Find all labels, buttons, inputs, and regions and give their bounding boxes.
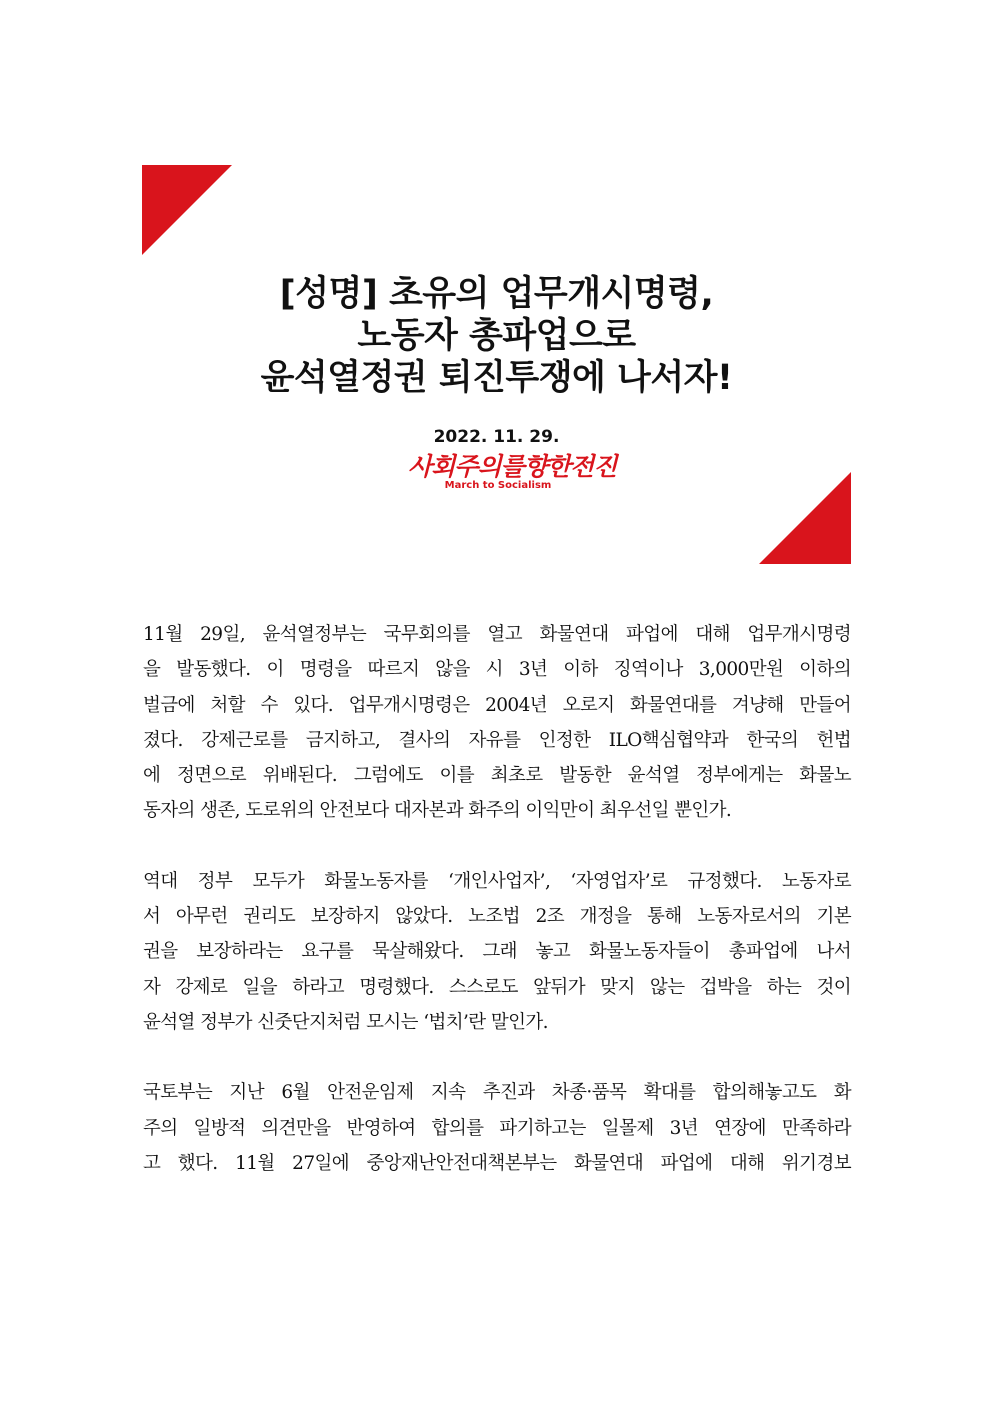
organization-logo	[408, 452, 617, 498]
logo-title: 사회주의를향한전진	[408, 452, 617, 481]
paragraph-line: 벌금에 처할 수 있다. 업무개시명령은 2004년 오로지 화물연대를 겨냥해 만들어	[143, 694, 851, 716]
headline-line-2: 노동자 총파업으로	[357, 316, 636, 356]
paragraph-line: 주의 일방적 의견만을 반영하여 합의를 파기하고는 일몰제 3년 연장에 만족하라	[143, 1117, 851, 1139]
paragraph-line: 역대 정부 모두가 화물노동자를 ‘개인사업자’, ‘자영업자’로 규정했다. 노동자로	[143, 870, 851, 892]
headline-line-3: 윤석열정권 퇴진투쟁에 나서자!	[260, 358, 733, 398]
paragraph-line: 을 발동했다. 이 명령을 따르지 않을 시 3년 이하 징역이나 3,000만원 이하의	[143, 659, 851, 681]
paragraph-line: 졌다. 강제근로를 금지하고, 결사의 자유를 인정한 ILO핵심협약과 한국의 헌법	[143, 729, 851, 751]
paragraph-line: 고 했다. 11월 27일에 중앙재난안전대책본부는 화물연대 파업에 대해 위기경보	[143, 1152, 851, 1174]
paragraph-line: 동자의 생존, 도로위의 안전보다 대자본과 화주의 이익만이 최우선일 뿐인가.	[143, 800, 732, 822]
paragraph-line: 국토부는 지난 6월 안전운임제 지속 추진과 차종·품목 확대를 합의해놓고도 화	[143, 1082, 851, 1104]
paragraph-line: 11월 29일, 윤석열정부는 국무회의를 열고 화물연대 파업에 대해 업무개시명령	[143, 624, 851, 645]
header-banner	[142, 165, 851, 564]
paragraph-line: 자 강제로 일을 하라고 명령했다. 스스로도 앞뒤가 맞지 않는 겁박을 하는 것이	[143, 976, 851, 998]
red-corner-triangle-bottom-right	[759, 472, 851, 564]
statement-body	[143, 617, 851, 1216]
statement-date: 2022. 11. 29.	[433, 427, 560, 447]
logo-subtitle: March to Socialism	[444, 480, 552, 491]
paragraph-line: 에 정면으로 위배된다. 그럼에도 이를 최초로 발동한 윤석열 정부에게는 화물노	[143, 765, 851, 787]
paragraph-2	[143, 864, 851, 1040]
paragraph-1	[143, 617, 851, 829]
paragraph-line: 윤석열 정부가 신줏단지처럼 모시는 ‘법치’란 말인가.	[143, 1011, 548, 1033]
paragraph-line: 권을 보장하라는 요구를 묵살해왔다. 그래 놓고 화물노동자들이 총파업에 나서	[143, 941, 851, 963]
paragraph-3	[143, 1075, 851, 1181]
headline-line-1: [성명] 초유의 업무개시명령,	[279, 274, 714, 314]
paragraph-line: 서 아무런 권리도 보장하지 않았다. 노조법 2조 개정을 통해 노동자로서의 기본	[143, 906, 851, 928]
statement-headline	[142, 273, 851, 399]
red-corner-triangle-top-left	[142, 165, 232, 255]
